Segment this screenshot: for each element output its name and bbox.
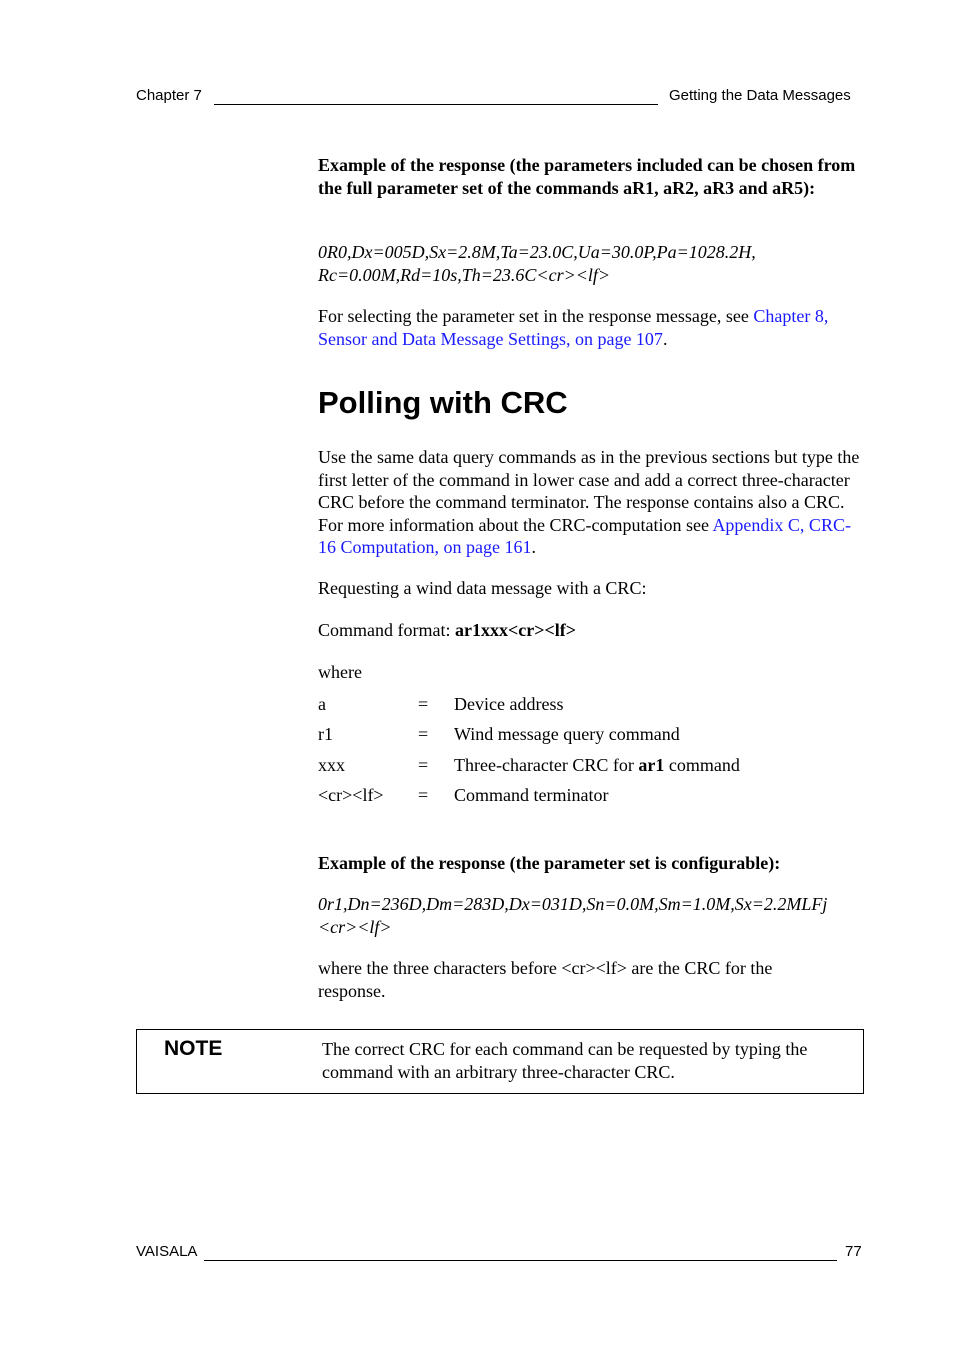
definition-row [318, 693, 863, 717]
definition-term: a [318, 694, 326, 714]
definition-equals: = [418, 755, 429, 775]
param-select-paragraph [318, 305, 863, 350]
definition-row [318, 723, 863, 747]
definition-row [318, 754, 863, 778]
crc-explanation: where the three characters before <cr><lf> are the CRC for the response. [318, 958, 773, 1001]
page-number: 77 [845, 1243, 862, 1260]
section-title: Polling with CRC [318, 385, 568, 420]
example1-response-line2: Rc=0.00M,Rd=10s,Th=23.6C<cr><lf> [318, 264, 611, 285]
intro-period: . [531, 537, 536, 557]
param-select-text: For selecting the parameter set in the response message, see [318, 306, 754, 326]
definition-row [318, 784, 863, 808]
command-format-value: ar1xxx<cr><lf> [454, 620, 576, 640]
example1-heading: Example of the response (the parameters included can be chosen from the full parameter set of the commands aR1, aR2, aR3 and aR5): [318, 155, 856, 198]
definition-term: xxx [318, 755, 345, 775]
command-format-label: Command format: [318, 620, 455, 640]
example2-response-line1: 0r1,Dn=236D,Dm=283D,Dx=031D,Sn=0.0M,Sm=1.0M,Sx=2.2MLFj [318, 894, 828, 914]
note-text: The correct CRC for each command can be requested by typing the command with an arbitrary three-character CRC. [322, 1039, 808, 1082]
example2-heading: Example of the response (the parameter set is configurable): [318, 853, 781, 873]
example1-response-line1: 0R0,Dx=005D,Sx=2.8M,Ta=23.0C,Ua=30.0P,Pa=1028.2H, [318, 242, 756, 262]
definition-description: Wind message query command [454, 724, 680, 744]
command-format [318, 619, 863, 642]
definition-description: Device address [454, 694, 564, 714]
definition-description [454, 754, 740, 776]
requesting-text: Requesting a wind data message with a CRC: [318, 578, 647, 598]
footer-rule [204, 1260, 837, 1261]
where-label: where [318, 662, 362, 682]
definition-desc-bold: ar1 [638, 755, 665, 775]
definition-equals: = [418, 785, 429, 805]
definition-equals: = [418, 724, 429, 744]
intro-paragraph [318, 446, 863, 559]
definition-term: r1 [318, 724, 333, 744]
definition-description: Command terminator [454, 785, 609, 805]
definition-equals: = [418, 694, 429, 714]
header-rule [214, 104, 658, 105]
param-select-period: . [662, 328, 668, 349]
note-label: NOTE [164, 1037, 223, 1060]
definition-term: <cr><lf> [318, 785, 384, 805]
definition-desc-after: command [664, 755, 740, 775]
definition-desc-before: Three-character CRC for [454, 755, 639, 775]
header-section-title: Getting the Data Messages [669, 87, 851, 104]
example1-response [318, 241, 863, 286]
chapter8-link[interactable]: Chapter 8, Sensor and Data Message Settings, on page 107 [318, 306, 829, 349]
example2-response-line2: <cr><lf> [318, 916, 392, 937]
footer-company: VAISALA [136, 1243, 198, 1260]
intro-text: Use the same data query commands as in the previous sections but type the first letter of the command in lower case and add a correct three-character CRC before the command terminator. The response contains also a CRC. For more information about the CRC-computation see [318, 447, 860, 535]
header-chapter: Chapter 7 [136, 87, 202, 104]
example2-response [318, 893, 863, 938]
appendix-c-link[interactable]: Appendix C, CRC-16 Computation, on page 161 [318, 514, 851, 557]
section-heading [318, 385, 863, 421]
